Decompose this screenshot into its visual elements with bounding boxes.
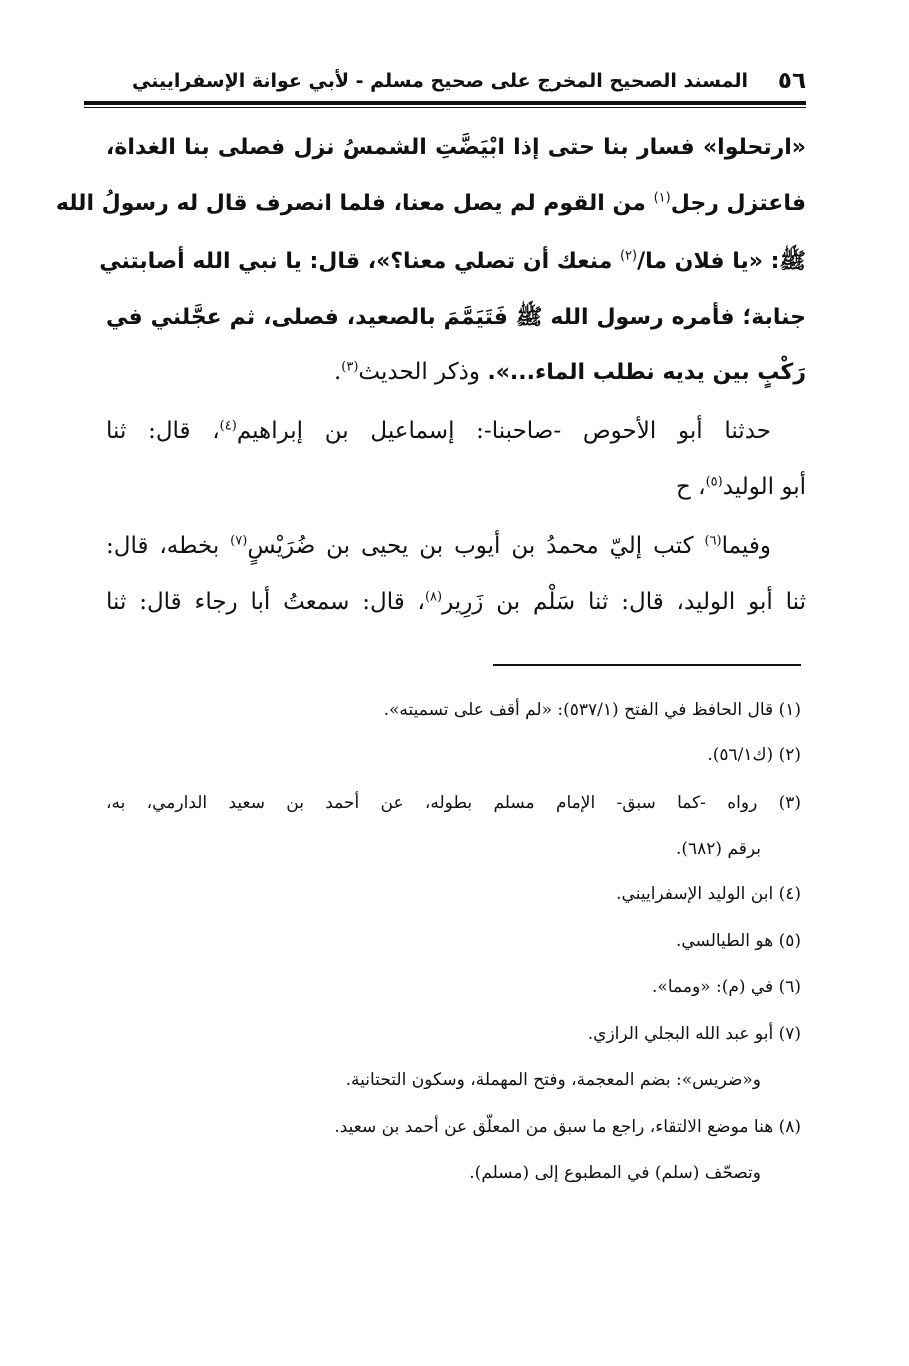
text-line-6: حدثنا أبو الأحوص -صاحبنا-: إسماعيل بن إبراهيم$^{(٤)}$، قال: ثنا bbox=[106, 418, 771, 444]
footnote-7-cont: و«ضريس»: بضم المعجمة، وفتح المهملة، وسكون التحتانية. bbox=[345, 1070, 761, 1090]
text-line-1: «ارتحلوا» فسار بنا حتى إذا ابْيَضَّتِ الشمسُ نزل فصلى بنا الغداة، bbox=[106, 135, 806, 160]
text-line-2: فاعتزل رجل$^{(١)}$ من القوم لم يصل معنا، فلما انصرف قال له رسولُ الله bbox=[55, 190, 806, 216]
footnote-7: (٧) أبو عبد الله البجلي الرازي. bbox=[587, 1024, 801, 1044]
header-rule-thick bbox=[84, 101, 806, 105]
footnote-1: (١) قال الحافظ في الفتح (٥٣٧/١): «لم أقف على تسميته». bbox=[383, 700, 801, 720]
footnote-2: (٢) (ك٥٦/١). bbox=[707, 745, 801, 765]
footnote-ref-2: (٢) bbox=[619, 248, 638, 264]
text-line-5: رَكْبٍ بين يديه نطلب الماء...». وذكر الحديث$^{(٣)}$. bbox=[333, 359, 806, 385]
page-header bbox=[84, 66, 806, 98]
footnote-3-cont: برقم (٦٨٢). bbox=[675, 839, 761, 859]
footnote-ref-4: (٤) bbox=[219, 418, 237, 434]
footnote-8: (٨) هنا موضع الالتقاء، راجع ما سبق من المعلّق عن أحمد بن سعيد. bbox=[334, 1117, 801, 1137]
footnote-ref-6: (٦) bbox=[704, 533, 722, 549]
text-line-4: جنابة؛ فأمره رسول الله ﷺ فَتَيَمَّمَ بالصعيد، فصلى، ثم عجَّلني في bbox=[106, 305, 806, 330]
page-number: ٥٦ bbox=[777, 68, 806, 94]
footnote-4: (٤) ابن الوليد الإسفراييني. bbox=[616, 884, 801, 904]
running-title: المسند الصحيح المخرج على صحيح مسلم - لأبي عوانة الإسفراييني bbox=[132, 70, 748, 92]
footnote-5: (٥) هو الطيالسي. bbox=[675, 931, 801, 951]
footnote-ref-5: (٥) bbox=[705, 474, 723, 490]
text-line-3: ﷺ: «يا فلان ما/$^{(٢)}$ منعك أن تصلي معنا؟»، قال: يا نبي الله أصابتني bbox=[99, 248, 806, 274]
footnote-8-cont: وتصحّف (سلم) في المطبوع إلى (مسلم). bbox=[469, 1163, 761, 1183]
footnote-3: (٣) رواه -كما سبق- الإمام مسلم بطوله، عن أحمد بن سعيد الدارمي، به، bbox=[106, 793, 801, 813]
header-rule-thin bbox=[84, 107, 806, 108]
footnote-ref-8: (٨) bbox=[424, 589, 443, 605]
footnote-ref-7: (٧) bbox=[230, 533, 248, 549]
footnote-separator bbox=[493, 664, 801, 666]
footnote-6: (٦) في (م): «ومما». bbox=[652, 977, 801, 997]
footnote-ref-1: (١) bbox=[653, 190, 671, 206]
footnote-ref-3: (٣) bbox=[341, 359, 359, 375]
text-line-8: وفيما$^{(٦)}$ كتب إليّ محمدُ بن أيوب بن يحيى بن ضُرَيْسٍ$^{(٧)}$ بخطه، قال: bbox=[106, 533, 771, 559]
text-line-9: ثنا أبو الوليد، قال: ثنا سَلْم بن زَرِير$^{(٨)}$، قال: سمعتُ أبا رجاء قال: ثنا bbox=[106, 589, 806, 615]
text-line-7: أبو الوليد$^{(٥)}$، ح bbox=[675, 474, 806, 500]
